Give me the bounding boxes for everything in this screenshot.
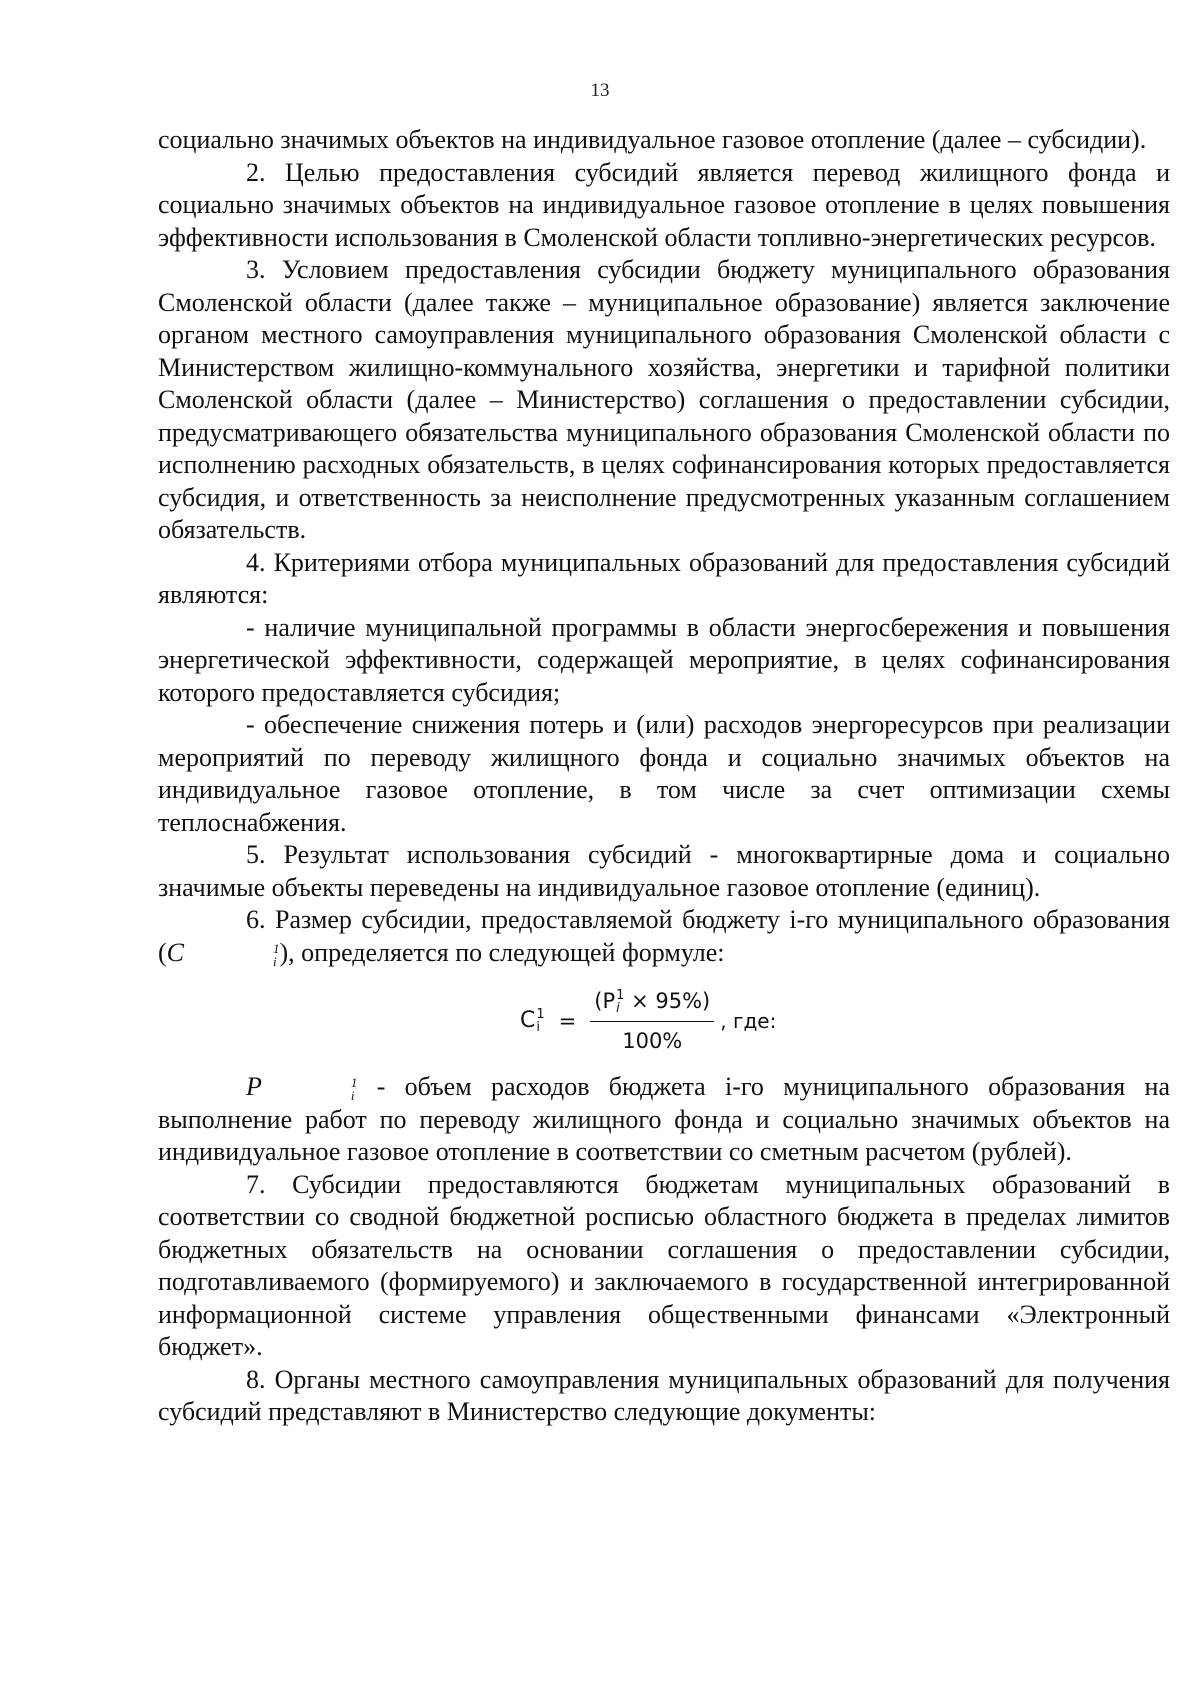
formula-fraction [590, 985, 714, 1057]
paragraph-8: 8. Органы местного самоуправления муниципальных образований для получения субсидий представляют в Министерство следующие документы: [158, 1364, 1170, 1426]
symbol-c-scripts [185, 942, 280, 968]
formula-denominator: 100% [622, 1028, 683, 1053]
formula-lhs-scripts [536, 1008, 544, 1034]
paragraph-3: 3. Условием предоставления субсидии бюджету муниципального образования Смоленской области (далее также – муниципальное образование) является заключение органом местного самоуправления муниципального образования Смоленской области с Министерством жилищно-коммунального хозяйства, энергетики и тарифной политики Смоленской области (далее – Министерство) соглашения о предоставлении субсидии, предусматривающего обязательства муниципального образования Смоленской области по исполнению расходных обязательств, в целях софинансирования которых предоставляется субсидия, и ответственность за неисполнение предусмотренных указанным соглашением обязательств. [158, 255, 1170, 544]
paragraph-4-item-2: - обеспечение снижения потерь и (или) расходов энергоресурсов при реализации мероприятий по переводу жилищного фонда и социально значимых объектов на индивидуальное газовое отопление, в том числе за счет оптимизации схемы теплоснабжения. [158, 710, 1170, 837]
definition-p-text: - объем расходов бюджета i-го муниципального образования на выполнение работ по переводу жилищного фонда и социально значимых объектов на индивидуальное газовое отопление в соответствии со сметным расчетом (рублей). [158, 1072, 1170, 1166]
paragraph-5: 5. Результат использования субсидий - многоквартирные дома и социально значимые объекты переведены на индивидуальное газовое отопление (единиц). [158, 840, 1170, 902]
paragraph-continuation: социально значимых объектов на индивидуальное газовое отопление (далее – субсидии). [158, 125, 1147, 154]
document-body [158, 124, 1170, 1429]
formula-num-rest: × 95%) [624, 989, 711, 1013]
symbol-p-scripts [263, 1076, 358, 1102]
formula-block [158, 979, 1170, 1063]
formula-num-sub: i [616, 1001, 620, 1016]
paragraph-6 [158, 904, 1170, 969]
paragraph-6-text-before: 6. Размер субсидии, предоставляемой бюджету i-го муниципального образования ( [158, 905, 1170, 967]
formula-lhs-base: C [520, 1007, 536, 1033]
page-number: 13 [590, 80, 610, 101]
symbol-p-base: P [246, 1072, 262, 1101]
symbol-c-sup: 1 [273, 940, 280, 956]
paragraph-4-item-1: - наличие муниципальной программы в области энергосбережения и повышения энергетической эффективности, содержащей мероприятие, в целях софинансирования которого предоставляется субсидия; [158, 612, 1170, 707]
formula-lhs [520, 1005, 545, 1038]
symbol-p-sup: 1 [350, 1075, 358, 1091]
formula-num-sup: 1 [616, 988, 625, 1003]
symbol-c-sub: i [273, 953, 277, 969]
paragraph-7: 7. Субсидии предоставляются бюджетам муниципальных образований в соответствии со сводной бюджетной росписью областного бюджета в пределах лимитов бюджетных обязательств на основании соглашения о предоставлении субсидии, подготавливаемого (формируемого) и заключаемого в государственной интегрированной информационной системе управления общественными финансами «Электронный бюджет». [158, 1169, 1170, 1361]
symbol-p-i [246, 1072, 358, 1104]
formula-lhs-sub: i [536, 1019, 540, 1035]
paragraph-2: 2. Целью предоставления субсидий является перевод жилищного фонда и социально значимых объектов на индивидуальное газовое отопление в целях повышения эффективности использования в Смоленской области топливно-энергетических ресурсов. [158, 157, 1170, 252]
formula-numerator [590, 985, 714, 1022]
formula-equals: = [558, 1008, 577, 1033]
symbol-c-base: C [166, 937, 185, 967]
paragraph-6-text-after: ), определяется по следующей формуле: [279, 937, 725, 967]
paragraph-4: 4. Критериями отбора муниципальных образований для предоставления субсидий являются: [158, 547, 1170, 609]
formula-lhs-sup: 1 [536, 1006, 545, 1022]
symbol-c-i [167, 938, 280, 967]
symbol-p-sub: i [350, 1088, 355, 1104]
formula-num-open: (P [594, 989, 616, 1013]
formula-tail: , где: [720, 1008, 777, 1033]
subsidy-formula [520, 985, 776, 1057]
paragraph-definition-p [158, 1071, 1170, 1169]
